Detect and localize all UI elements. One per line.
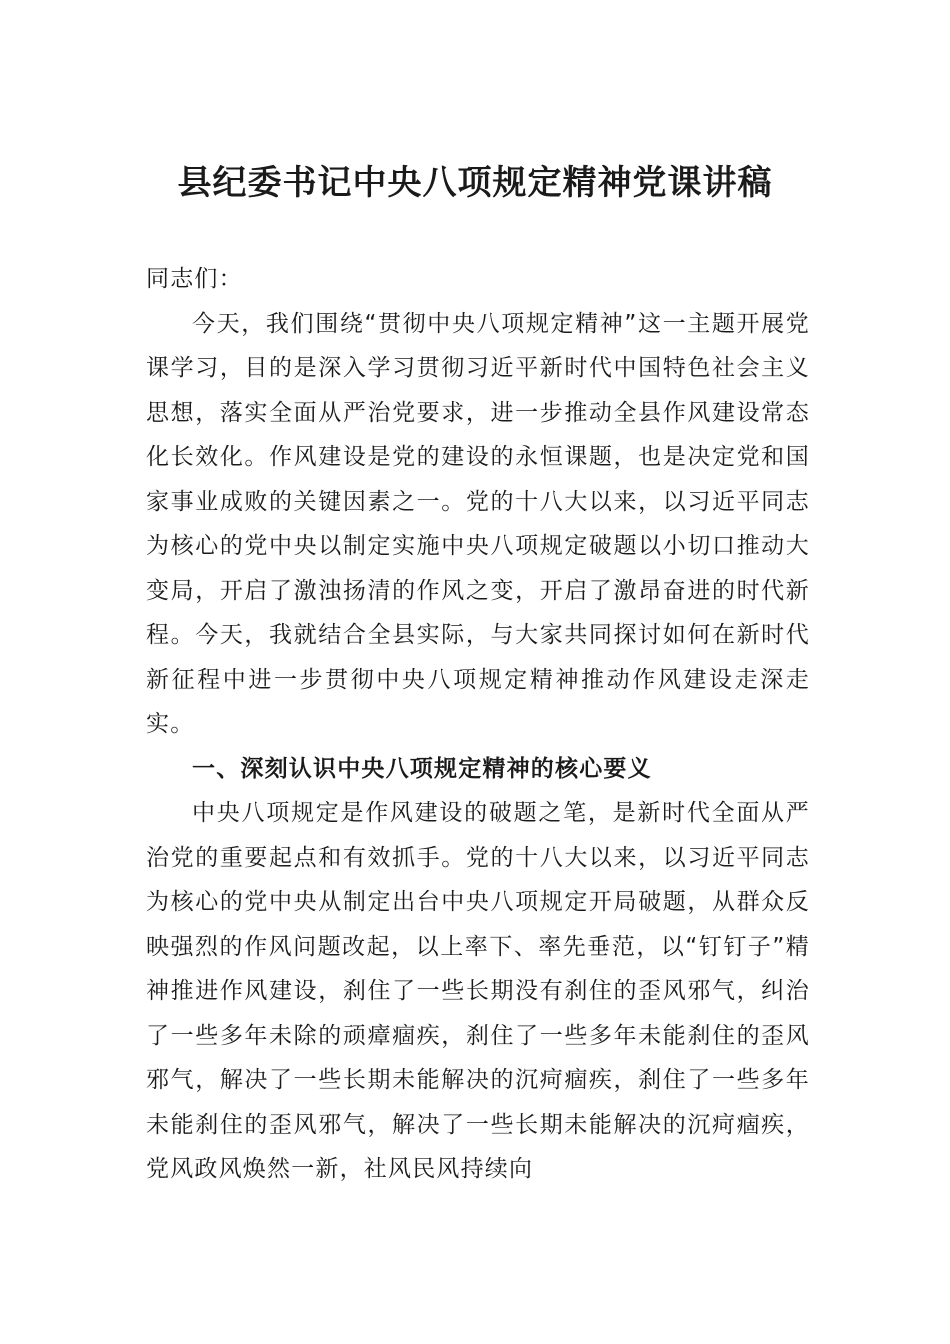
salutation: 同志们： — [146, 266, 243, 292]
intro-paragraph: 今天，我们围绕“贯彻中央八项规定精神”这一主题开展党课学习，目的是深入学习贯彻习近平新时代中国特色社会主义思想，落实全面从严治党要求，进一步推动全县作风建设常态化长效化。作风建设是党的建设的永恒课题，也是决定党和国家事业成败的关键因素之一。党的十八大以来，以习近平同志为核心的党中央以制定实施中央八项规定破题以小切口推动大变局，开启了激浊扬清的作风之变，开启了激昂奋进的时代新程。今天，我就结合全县实际，与大家共同探讨如何在新时代新征程中进一步贯彻中央八项规定精神推动作风建设走深走实。 — [146, 310, 810, 737]
section-paragraph: 中央八项规定是作风建设的破题之笔，是新时代全面从严治党的重要起点和有效抓手。党的十八大以来，以习近平同志为核心的党中央从制定出台中央八项规定开局破题，从群众反映强烈的作风问题改起，以上率下、率先垂范，以“钉钉子”精神推进作风建设，刹住了一些长期没有刹住的歪风邪气，纠治了一些多年未除的顽瘴痼疾，刹住了一些多年未能刹住的歪风邪气，解决了一些长期未能解决的沉疴痼疾，刹住了一些多年未能刹住的歪风邪气，解决了一些长期未能解决的沉疴痼疾，党风政风焕然一新，社风民风持续向 — [146, 800, 810, 1182]
section-heading: 一、深刻认识中央八项规定精神的核心要义 — [192, 755, 652, 782]
document-title: 县纪委书记中央八项规定精神党课讲稿 — [177, 163, 773, 203]
document-body — [146, 257, 810, 1192]
